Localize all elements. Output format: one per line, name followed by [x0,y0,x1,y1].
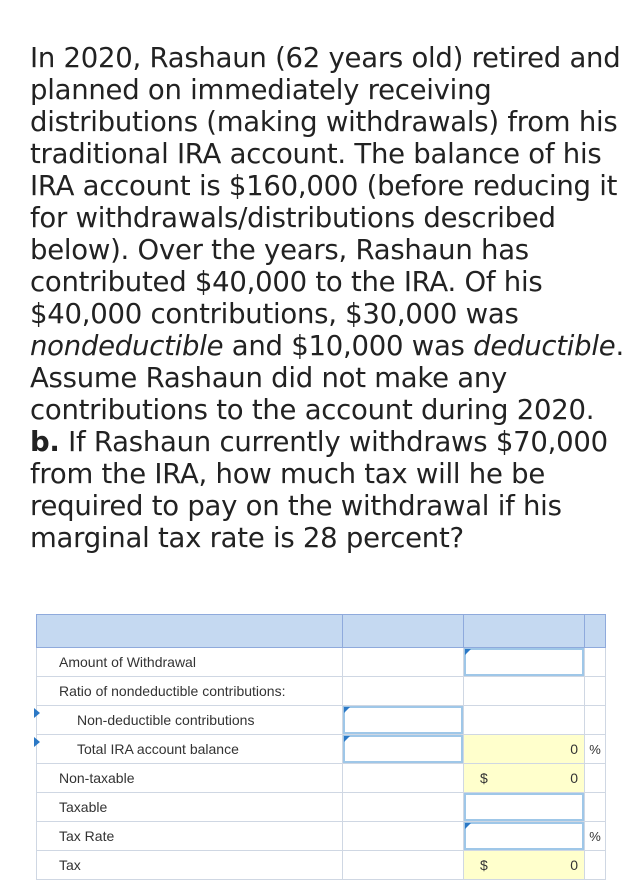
amount-of-withdrawal-input[interactable] [464,648,584,676]
table-row-tax-rate [37,822,606,851]
table-row-nondeductible-contributions [37,706,606,735]
tax-value: 0 [570,857,578,873]
nondeductible-contributions-input[interactable] [343,706,463,734]
taxable-input[interactable] [464,793,584,821]
percent-sign: % [589,741,601,757]
non-taxable-value: 0 [570,770,578,786]
table-row-tax [37,851,606,880]
tax-rate-input[interactable] [464,822,584,850]
table-row-ratio [37,677,606,706]
row-marker-icon [34,737,40,747]
tax-rate-label: Tax Rate [59,828,115,844]
dollar-sign: $ [480,857,488,873]
taxable-label: Taxable [59,799,108,815]
total-ira-balance-input[interactable] [343,735,463,763]
deductible-term: deductible [473,330,616,362]
dollar-sign: $ [480,770,488,786]
part-label: b. [30,426,60,458]
table-row-amount-of-withdrawal [37,648,606,677]
question-intro: In 2020, Rashaun (62 years old) retired and planned on immediately receiving distributions (making withdrawals) from his traditional IRA account. The balance of his IRA account is $160,000 (before reducing it for withdrawals/distributions described below). Over the years, Rashaun has contributed $40,000 to the IRA. Of his $40,000 contributions, $30,000 was nondeductible and $10,000 was deductible. Assume Rashaun did not make any contributions to the account during 2020. [30,42,624,426]
nondeductible-term: nondeductible [30,330,224,362]
nondeductible-contributions-label: Non-deductible contributions [77,712,255,728]
tax-label: Tax [59,857,81,873]
question-part-b: b. If Rashaun currently withdraws $70,000 from the IRA, how much tax will he be required to pay on the withdrawal if his marginal tax rate is 28 percent? [30,426,608,554]
table-header-row [37,615,606,648]
table-row-taxable [37,793,606,822]
ratio-percent-value: 0 [570,741,578,757]
row-marker-icon [34,708,40,718]
percent-sign: % [589,828,601,844]
worksheet-table [36,614,606,880]
amount-of-withdrawal-label: Amount of Withdrawal [59,654,196,670]
question-text [30,42,630,554]
non-taxable-label: Non-taxable [59,770,135,786]
table-row-non-taxable [37,764,606,793]
ratio-label: Ratio of nondeductible contributions: [59,683,286,699]
table-row-total-ira-balance [37,735,606,764]
total-ira-balance-label: Total IRA account balance [77,741,239,757]
